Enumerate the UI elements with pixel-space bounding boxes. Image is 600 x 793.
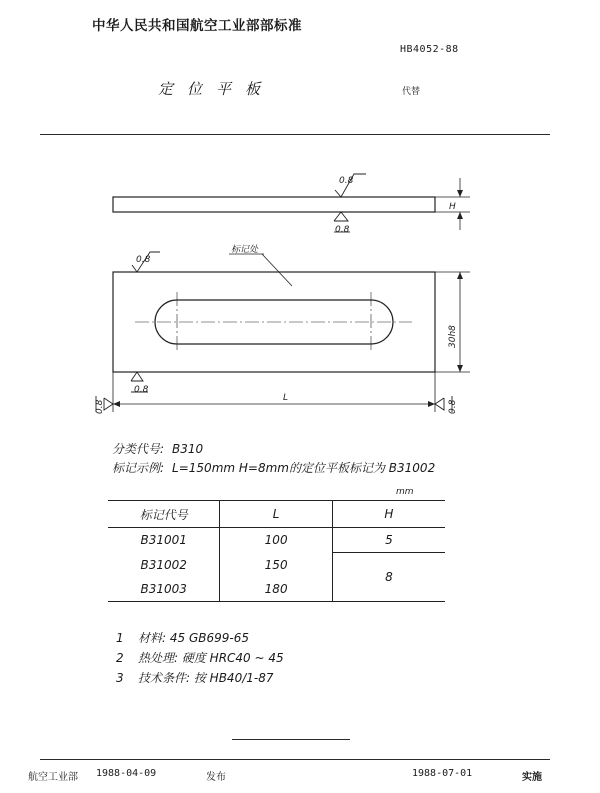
note-item — [116, 668, 284, 688]
cell-code: B31002 — [140, 557, 187, 572]
marking-example — [112, 459, 435, 476]
cell-code: B31003 — [108, 577, 220, 602]
header-code: 标记代号 — [108, 501, 220, 528]
technical-notes — [116, 628, 284, 688]
note-item — [116, 628, 284, 648]
marking-example-label: 标记示例: — [112, 461, 165, 475]
footer-implement-label: 实施 — [522, 772, 542, 783]
table-units: mm — [396, 487, 414, 497]
issuing-organization: 中华人民共和国航空工业部部标准 — [92, 18, 302, 34]
marking-example-text: L=150mm H=8mm的定位平板标记为 B31002 — [172, 461, 436, 475]
table-header-row — [108, 501, 445, 528]
note-text: 热处理: 硬度 HRC40 ~ 45 — [138, 651, 284, 665]
note-number: 2 — [116, 651, 124, 665]
roughness-value-bottom: 0.8 — [335, 225, 350, 235]
footer-implement-date: 1988-07-01 — [412, 768, 473, 779]
header-thickness: H — [332, 501, 445, 528]
footer-publisher: 航空工业部 — [28, 772, 78, 783]
roughness-value-plan-bottom: 0.8 — [134, 385, 149, 395]
cell-code: B31001 — [140, 533, 187, 548]
end-rule — [232, 739, 350, 740]
cell-length: 180 — [220, 577, 332, 602]
footer-divider — [40, 759, 550, 760]
table-row — [108, 553, 445, 577]
note-text: 材料: 45 GB699-65 — [138, 631, 249, 645]
marking-location-label: 标记处 — [231, 245, 259, 255]
dimension-table — [108, 500, 445, 602]
standard-number: HB4052-88 — [400, 44, 459, 55]
note-item — [116, 648, 284, 668]
length-dim-label: L — [283, 393, 289, 403]
header-divider — [40, 134, 550, 135]
classification-code-label: 分类代号: — [112, 442, 165, 456]
footer-publish-date: 1988-04-09 — [96, 768, 157, 779]
cell-length: 150 — [220, 553, 332, 577]
technical-drawing — [0, 150, 600, 420]
replaces-label: 代替 — [402, 87, 421, 97]
classification-code — [112, 440, 203, 457]
classification-code-value: B310 — [172, 442, 204, 456]
note-number: 3 — [116, 671, 124, 685]
note-text: 技术条件: 按 HB40/1-87 — [138, 671, 274, 685]
cell-thickness: 5 — [332, 528, 445, 553]
cell-length: 100 — [220, 528, 332, 553]
footer-publish-label: 发布 — [206, 772, 226, 783]
width-dim-label: 30h8 — [448, 325, 458, 348]
roughness-value-plan-top: 0.8 — [136, 255, 151, 265]
side-view — [113, 178, 470, 230]
thickness-dim-label: H — [449, 202, 456, 212]
header-length: L — [220, 501, 332, 528]
note-number: 1 — [116, 631, 124, 645]
plan-view — [113, 272, 435, 372]
roughness-value-end-left: 0.8 — [95, 399, 105, 414]
cell-thickness: 8 — [332, 553, 445, 602]
page-title: 定位平板 — [158, 80, 275, 98]
roughness-value-end-right: 0.8 — [448, 399, 458, 414]
roughness-value-top: 0.8 — [339, 176, 354, 186]
table-row — [108, 528, 445, 553]
